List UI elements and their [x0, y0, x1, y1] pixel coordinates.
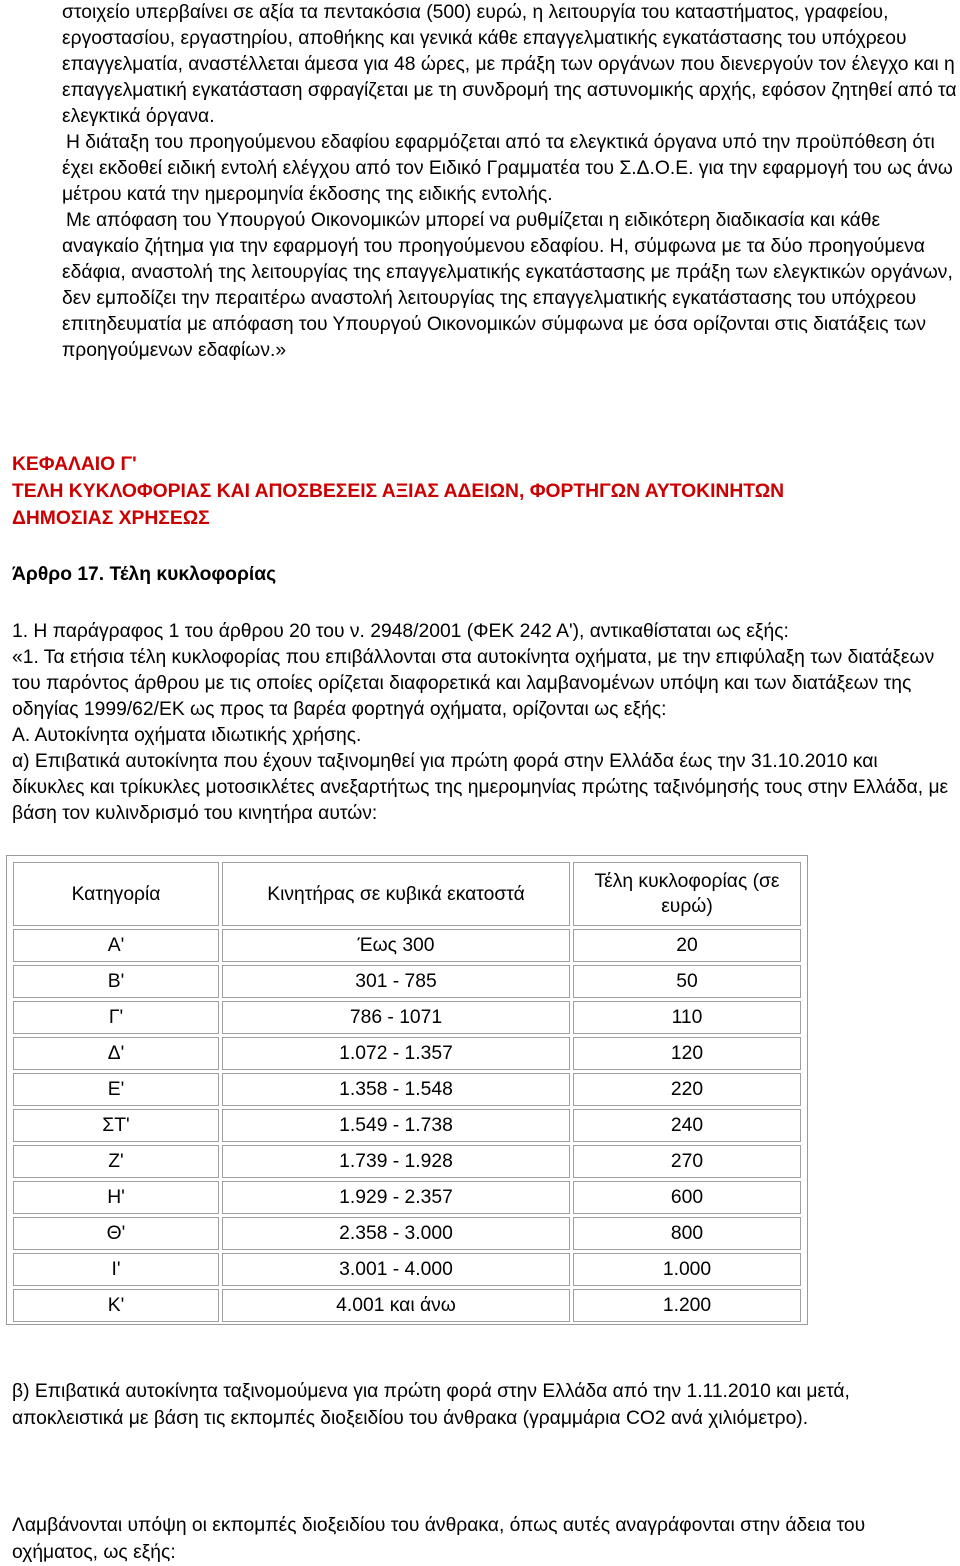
article-title: Άρθρο 17. Τέλη κυκλοφορίας — [12, 564, 277, 585]
table-header-row — [13, 862, 801, 926]
table-row — [13, 1145, 801, 1178]
cell-category: Κ' — [13, 1289, 219, 1322]
paragraph-suspension: στοιχείο υπερβαίνει σε αξία τα πεντακόσια (500) ευρώ, η λειτουργία του καταστήματος, γραφείου, εργοστασίου, εργαστηρίου, αποθήκης και γενικά κάθε επαγγελματικής εγκατάστασης του υπόχρεου επαγγελματία, αναστέλλεται άμεσα για 48 ώρες, με πράξη των οργάνων που διενεργούν τον έλεγχο και η επαγγελματική εγκατάσταση σφραγίζεται με τη συνδρομή της αστυνομικής αρχής, εφόσον ζητηθεί από τα ελεγκτικά όργανα. — [62, 2, 957, 127]
cell-category: Ζ' — [13, 1145, 219, 1178]
cell-engine-cc: Έως 300 — [222, 929, 570, 962]
table-row — [13, 1289, 801, 1322]
chapter-heading — [12, 451, 952, 532]
cell-engine-cc: 4.001 και άνω — [222, 1289, 570, 1322]
table-row — [13, 1037, 801, 1070]
cell-engine-cc: 3.001 - 4.000 — [222, 1253, 570, 1286]
table-row — [13, 1109, 801, 1142]
cell-fee: 600 — [573, 1181, 801, 1214]
cell-category: Δ' — [13, 1037, 219, 1070]
chapter-number: ΚΕΦΑΛΑΙΟ Γ' — [12, 454, 137, 475]
cell-fee: 240 — [573, 1109, 801, 1142]
cell-engine-cc: 1.929 - 2.357 — [222, 1181, 570, 1214]
cell-category: Η' — [13, 1181, 219, 1214]
fees-table-frame — [6, 855, 808, 1325]
cell-category: Α' — [13, 929, 219, 962]
cell-category: Β' — [13, 965, 219, 998]
cell-fee: 220 — [573, 1073, 801, 1106]
paragraph-passenger-cars-b: β) Επιβατικά αυτοκίνητα ταξινομούμενα για πρώτη φορά στην Ελλάδα από την 1.11.2010 και μετά, αποκλειστικά με βάση τις εκπομπές διοξειδίου του άνθρακα (γραμμάρια CO2 ανά χιλιόμετρο). — [12, 1381, 850, 1429]
cell-category: Γ' — [13, 1001, 219, 1034]
header-fees: Τέλη κυκλοφορίας (σε ευρώ) — [573, 862, 801, 926]
cell-fee: 50 — [573, 965, 801, 998]
cell-category: Ι' — [13, 1253, 219, 1286]
article-body — [12, 619, 952, 827]
table-row — [13, 965, 801, 998]
cell-engine-cc: 1.072 - 1.357 — [222, 1037, 570, 1070]
paragraph-private-vehicles: Α. Αυτοκίνητα οχήματα ιδιωτικής χρήσης. — [12, 725, 362, 746]
table-row — [13, 1253, 801, 1286]
cell-fee: 800 — [573, 1217, 801, 1250]
header-category: Κατηγορία — [13, 862, 219, 926]
paragraph-annual-fees: «1. Τα ετήσια τέλη κυκλοφορίας που επιβάλλονται στα αυτοκίνητα οχήματα, με την επιφύλαξη των διατάξεων του παρόντος άρθρου με τις οποίες ορίζεται διαφορετικά και λαμβανομένων υπόψη και των διατάξεων της οδηγίας 1999/62/ΕΚ ως προς τα βαρέα φορτηγά οχήματα, ορίζονται ως εξής: — [12, 647, 935, 720]
cell-fee: 270 — [573, 1145, 801, 1178]
paragraph-passenger-cars-a: α) Επιβατικά αυτοκίνητα που έχουν ταξινομηθεί για πρώτη φορά στην Ελλάδα έως την 31.10.2010 και δίκυκλες και τρίκυκλες μοτοσικλέτες ανεξαρτήτως της ημερομηνίας πρώτης ταξινόμησής τους στην Ελλάδα, με βάση τον κυλινδρισμό του κινητήρα αυτών: — [12, 751, 949, 824]
cell-category: Θ' — [13, 1217, 219, 1250]
paragraph-new-cars-block — [12, 1378, 952, 1432]
cell-engine-cc: 786 - 1071 — [222, 1001, 570, 1034]
cell-engine-cc: 1.549 - 1.738 — [222, 1109, 570, 1142]
paragraph-emissions-block — [12, 1512, 952, 1566]
header-engine-cc: Κινητήρας σε κυβικά εκατοστά — [222, 862, 570, 926]
cell-fee: 1.200 — [573, 1289, 801, 1322]
chapter-title-line1: ΤΕΛΗ ΚΥΚΛΟΦΟΡΙΑΣ ΚΑΙ ΑΠΟΣΒΕΣΕΙΣ ΑΞΙΑΣ ΑΔΕΙΩΝ, ΦΟΡΤΗΓΩΝ ΑΥΤΟΚΙΝΗΤΩΝ — [12, 481, 785, 502]
circulation-fees-table — [10, 859, 804, 1325]
cell-engine-cc: 2.358 - 3.000 — [222, 1217, 570, 1250]
paragraph-ministerial-decision: Με απόφαση του Υπουργού Οικονομικών μπορεί να ρυθμίζεται η ειδικότερη διαδικασία και κάθε αναγκαίο ζήτημα για την εφαρμογή του προηγούμενου εδαφίου. Η, σύμφωνα με τα δύο προηγούμενα εδάφια, αναστολή της λειτουργίας της επαγγελματικής εγκατάστασης με πράξη των ελεγκτικών οργάνων, δεν εμποδίζει την περαιτέρω αναστολή λειτουργίας της επαγγελματικής εγκατάστασης του υπόχρεου επιτηδευματία με απόφαση του Υπουργού Οικονομικών σύμφωνα με όσα ορίζονται στις διατάξεις των προηγούμενων εδαφίων.» — [62, 210, 953, 361]
cell-category: Ε' — [13, 1073, 219, 1106]
table-row — [13, 1073, 801, 1106]
table-row — [13, 1181, 801, 1214]
paragraph-provision: Η διάταξη του προηγούμενου εδαφίου εφαρμόζεται από τα ελεγκτικά όργανα υπό την προϋπόθεση ότι έχει εκδοθεί ειδική εντολή ελέγχου από τον Ειδικό Γραμματέα του Σ.Δ.Ο.Ε. για την εφαρμογή του ως άνω μέτρου κατά την ημερομηνία έκδοσης της ειδικής εντολής. — [62, 132, 953, 205]
paragraph-amendment: 1. Η παράγραφος 1 του άρθρου 20 του ν. 2948/2001 (ΦΕΚ 242 Α'), αντικαθίσταται ως εξής: — [12, 621, 789, 642]
cell-fee: 20 — [573, 929, 801, 962]
paragraph-emissions: Λαμβάνονται υπόψη οι εκπομπές διοξειδίου του άνθρακα, όπως αυτές αναγράφονται στην άδεια του οχήματος, ως εξής: — [12, 1515, 866, 1563]
cell-engine-cc: 1.739 - 1.928 — [222, 1145, 570, 1178]
cell-engine-cc: 1.358 - 1.548 — [222, 1073, 570, 1106]
cell-fee: 1.000 — [573, 1253, 801, 1286]
cell-fee: 110 — [573, 1001, 801, 1034]
cell-category: ΣΤ' — [13, 1109, 219, 1142]
table-body — [13, 929, 801, 1322]
cell-fee: 120 — [573, 1037, 801, 1070]
chapter-title-line2: ΔΗΜΟΣΙΑΣ ΧΡΗΣΕΩΣ — [12, 508, 210, 529]
continued-text-block — [62, 0, 958, 364]
table-row — [13, 929, 801, 962]
cell-engine-cc: 301 - 785 — [222, 965, 570, 998]
table-row — [13, 1217, 801, 1250]
table-row — [13, 1001, 801, 1034]
